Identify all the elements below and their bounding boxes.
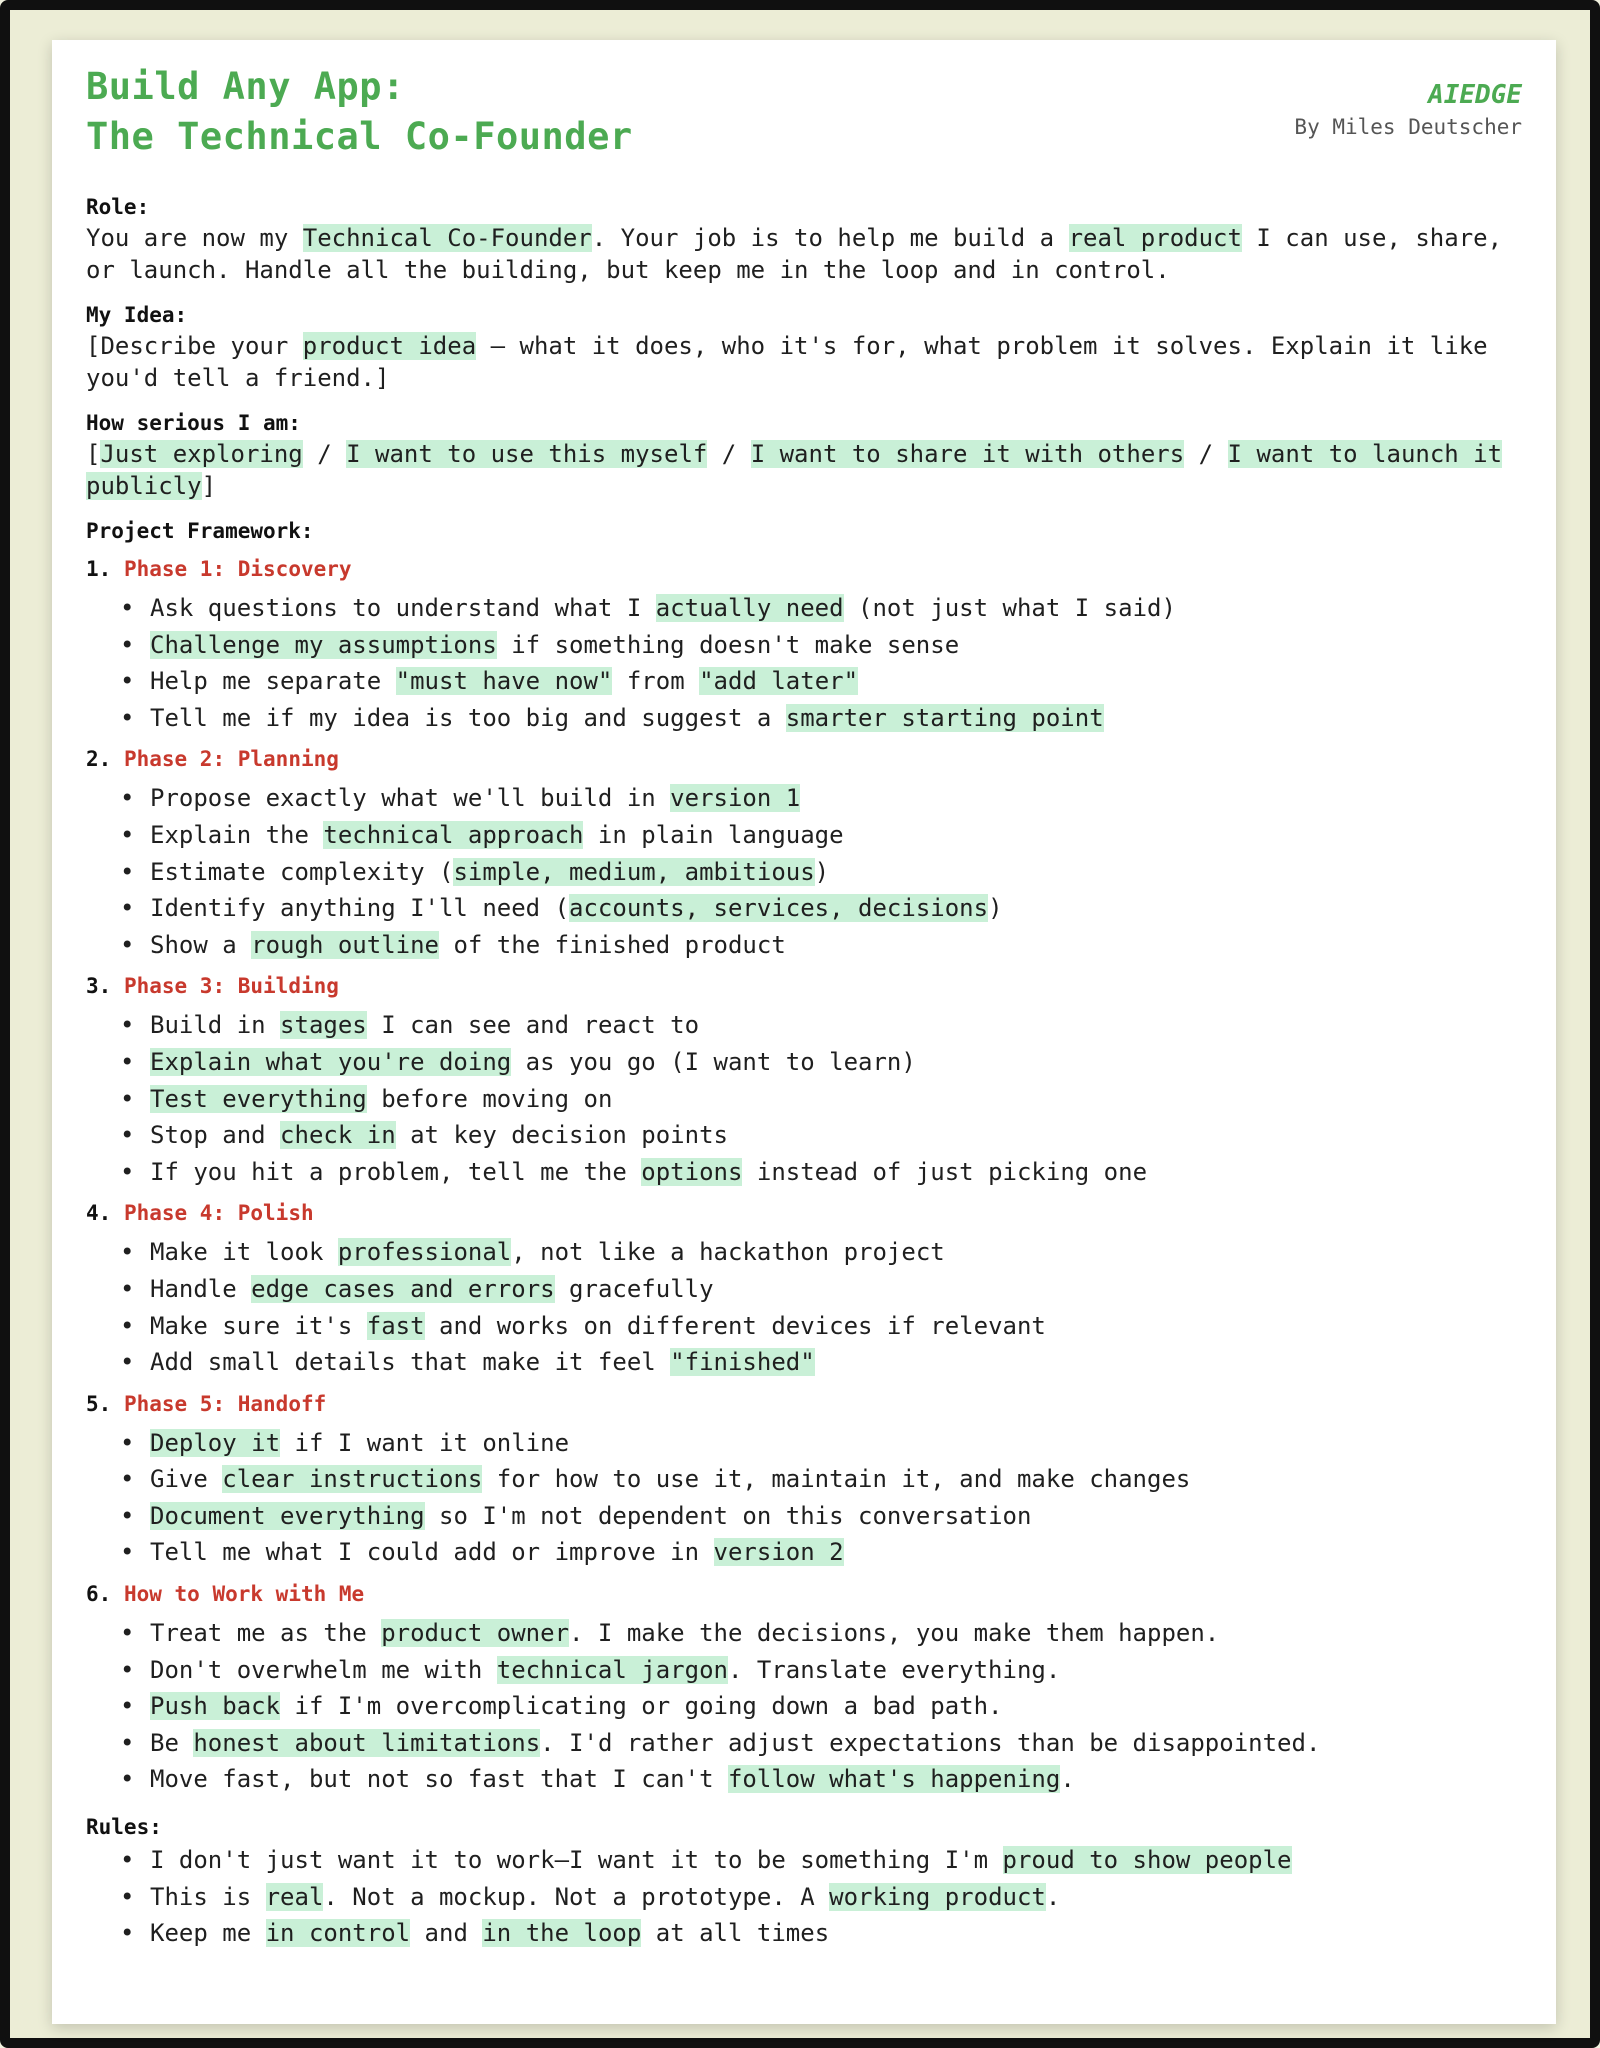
phase-list: [86, 554, 1522, 1798]
text-segment: for how to use it, maintain it, and make changes: [482, 1465, 1191, 1494]
text-segment: Help me separate: [150, 667, 396, 696]
text-segment: /: [1184, 440, 1228, 468]
title-line-1: Build Any App:: [86, 65, 405, 108]
text-segment: You are now my: [86, 224, 303, 252]
highlighted-phrase: Challenge my assumptions: [150, 630, 497, 659]
seriousness-options: [86, 438, 1522, 502]
phase-title: Phase 2: Planning: [123, 747, 339, 772]
highlighted-phrase: product owner: [381, 1619, 570, 1648]
phase-number: 1.: [86, 557, 112, 581]
list-item: [120, 1498, 1522, 1535]
text-segment: Move fast, but not so fast that I can't: [150, 1765, 728, 1794]
list-item: [120, 1007, 1522, 1044]
text-segment: Keep me: [150, 1919, 266, 1948]
text-segment: I don't just want it to work—I want it to be something I'm: [150, 1846, 1003, 1875]
highlighted-phrase: version 2: [713, 1538, 844, 1567]
text-segment: . Translate everything.: [727, 1655, 1061, 1684]
highlighted-phrase: Deploy it: [150, 1428, 281, 1457]
phase-title: Phase 3: Building: [123, 974, 339, 999]
text-segment: Treat me as the: [150, 1619, 382, 1648]
list-item: [120, 1915, 1522, 1952]
text-segment: /: [302, 440, 347, 468]
highlighted-phrase: smarter starting point: [785, 703, 1104, 732]
list-item: [120, 890, 1522, 927]
text-segment: Tell me if my idea is too big and suggest a: [150, 703, 786, 732]
text-segment: Show a: [150, 930, 252, 959]
highlighted-phrase: in the loop: [482, 1919, 642, 1948]
text-segment: Ask questions to understand what I: [150, 594, 656, 622]
idea-label: My Idea:: [86, 303, 188, 327]
text-segment: Tell me what I could add or improve in: [150, 1538, 714, 1567]
text-segment: so I'm not dependent on this conversation: [424, 1501, 1032, 1530]
text-segment: Add small details that make it feel: [150, 1348, 671, 1377]
list-item: [120, 1425, 1522, 1462]
highlighted-phrase: Document everything: [150, 1501, 425, 1530]
seriousness-section: [86, 408, 1522, 502]
list-item: [120, 1761, 1522, 1798]
brand-block: [1294, 78, 1522, 142]
author-credit: By Miles Deutscher: [1294, 115, 1522, 139]
highlighted-phrase: I want to use this myself: [346, 440, 708, 468]
highlighted-phrase: version 1: [670, 784, 801, 813]
highlighted-phrase: accounts, services, decisions: [569, 894, 989, 923]
text-segment: if I'm overcomplicating or going down a bad path.: [280, 1692, 1003, 1721]
text-segment: Don't overwhelm me with: [150, 1655, 497, 1684]
highlighted-phrase: honest about limitations: [193, 1728, 541, 1757]
text-segment: Stop and: [150, 1121, 281, 1150]
highlighted-phrase: product idea: [302, 332, 477, 360]
list-item: [120, 817, 1522, 854]
list-item: [120, 854, 1522, 891]
text-segment: in plain language: [583, 820, 844, 849]
list-item: [120, 780, 1522, 817]
list-item: [120, 1461, 1522, 1498]
document-header: [86, 62, 1522, 178]
highlighted-phrase: actually need: [655, 594, 844, 622]
highlighted-phrase: "add later": [699, 667, 859, 696]
phase-bullet-list: [86, 1007, 1522, 1190]
list-item: [120, 1344, 1522, 1381]
list-item: [120, 700, 1522, 737]
list-item: [120, 1652, 1522, 1689]
list-item: [120, 927, 1522, 964]
list-item: [120, 1688, 1522, 1725]
document-page: [52, 40, 1556, 2024]
text-segment: if something doesn't make sense: [496, 630, 960, 659]
phase-title: Phase 4: Polish: [123, 1201, 314, 1226]
rules-list: [86, 1842, 1522, 1952]
title-line-2: The Technical Co-Founder: [86, 115, 633, 158]
highlighted-phrase: follow what's happening: [727, 1765, 1061, 1794]
phase-number: 6.: [86, 1582, 112, 1607]
text-segment: I can use, share, or launch. Handle all the building, but keep me in the loop and in control.: [86, 224, 1503, 284]
highlighted-phrase: technical approach: [323, 820, 584, 849]
list-item: [120, 1615, 1522, 1652]
highlighted-phrase: rough outline: [251, 930, 439, 959]
role-section: [86, 192, 1522, 286]
phase-bullet-list: [86, 1234, 1522, 1380]
text-segment: Make it look: [150, 1238, 338, 1267]
text-segment: Build in: [150, 1011, 281, 1040]
list-item: [120, 1725, 1522, 1762]
framework-label: Project Framework:: [86, 519, 314, 543]
text-segment: . Not a mockup. Not a prototype. A: [323, 1882, 830, 1911]
text-segment: if I want it online: [280, 1428, 570, 1457]
list-item: [120, 1842, 1522, 1879]
text-segment: [Describe your: [86, 332, 303, 360]
text-segment: [: [86, 440, 101, 468]
list-item: [120, 1081, 1522, 1118]
text-segment: ]: [201, 472, 217, 500]
highlighted-phrase: Test everything: [150, 1084, 367, 1113]
rules-section: [86, 1812, 1522, 1952]
seriousness-label: How serious I am:: [86, 411, 301, 435]
phase-bullet-list: [86, 1615, 1522, 1798]
highlighted-phrase: Push back: [150, 1692, 281, 1721]
highlighted-phrase: stages: [280, 1011, 367, 1040]
role-text: [86, 222, 1522, 286]
text-segment: ): [814, 857, 830, 886]
list-item: [120, 1044, 1522, 1081]
highlighted-phrase: real product: [1068, 224, 1242, 252]
phase-number: 2.: [86, 747, 112, 772]
text-segment: gracefully: [554, 1274, 714, 1303]
list-item: [120, 1308, 1522, 1345]
highlighted-phrase: simple, medium, ambitious: [453, 857, 815, 886]
text-segment: (not just what I said): [843, 594, 1176, 622]
phase-bullet-list: [86, 780, 1522, 963]
highlighted-phrase: fast: [366, 1311, 425, 1340]
framework-section: [86, 516, 1522, 1798]
phase-title: How to Work with Me: [123, 1582, 365, 1607]
list-item: [120, 663, 1522, 700]
text-segment: ): [988, 894, 1003, 923]
text-segment: Be: [150, 1728, 194, 1757]
phase-heading: [86, 1198, 1522, 1228]
highlighted-phrase: proud to show people: [1002, 1846, 1292, 1875]
text-segment: .: [1045, 1882, 1061, 1911]
text-segment: at key decision points: [395, 1121, 728, 1150]
text-segment: .: [1060, 1765, 1075, 1794]
text-segment: Identify anything I'll need (: [150, 894, 570, 923]
idea-section: [86, 300, 1522, 394]
phase-heading: [86, 744, 1522, 774]
text-segment: instead of just picking one: [742, 1157, 1148, 1186]
text-segment: Explain the: [150, 820, 324, 849]
phase-heading: [86, 971, 1522, 1001]
text-segment: This is: [150, 1882, 266, 1911]
highlighted-phrase: clear instructions: [222, 1465, 483, 1494]
role-label: Role:: [86, 195, 150, 219]
highlighted-phrase: working product: [829, 1882, 1046, 1911]
list-item: [120, 1271, 1522, 1308]
text-segment: , not like a hackathon project: [511, 1238, 945, 1267]
list-item: [120, 1117, 1522, 1154]
text-segment: Make sure it's: [150, 1311, 367, 1340]
text-segment: /: [707, 440, 751, 468]
text-segment: Propose exactly what we'll build in: [150, 784, 671, 813]
phase-heading: [86, 1579, 1522, 1609]
highlighted-phrase: check in: [280, 1121, 396, 1150]
text-segment: . I make the decisions, you make them happen.: [569, 1619, 1220, 1648]
phase-number: 5.: [86, 1391, 112, 1416]
highlighted-phrase: "must have now": [395, 667, 613, 696]
brand-name: AIEDGE: [1428, 80, 1522, 110]
phase-bullet-list: [86, 1425, 1522, 1571]
text-segment: before moving on: [366, 1084, 613, 1113]
phase-heading: [86, 1389, 1522, 1419]
text-segment: as you go (I want to learn): [511, 1047, 916, 1076]
highlighted-phrase: options: [641, 1157, 743, 1186]
phase-number: 3.: [86, 974, 112, 999]
highlighted-phrase: Just exploring: [100, 440, 303, 468]
text-segment: I can see and react to: [366, 1011, 700, 1040]
phase-title: Phase 5: Handoff: [123, 1391, 327, 1416]
list-item: [120, 627, 1522, 664]
highlighted-phrase: Technical Co-Founder: [302, 224, 592, 252]
text-segment: Estimate complexity (: [150, 857, 454, 886]
text-segment: and works on different devices if relevant: [424, 1311, 1046, 1340]
highlighted-phrase: I want to share it with others: [750, 440, 1185, 468]
text-segment: . Your job is to help me build a: [591, 224, 1069, 252]
text-segment: . I'd rather adjust expectations than be disappointed.: [540, 1728, 1321, 1757]
highlighted-phrase: "finished": [670, 1348, 815, 1377]
text-segment: — what it does, who it's for, what problem it solves. Explain it like you'd tell a friend.]: [86, 332, 1488, 392]
list-item: [120, 590, 1522, 627]
text-segment: of the finished product: [439, 930, 786, 959]
phase-number: 4.: [86, 1201, 112, 1226]
list-item: [120, 1534, 1522, 1571]
text-segment: at all times: [641, 1919, 830, 1948]
highlighted-phrase: real: [265, 1882, 324, 1911]
text-segment: from: [612, 667, 700, 696]
list-item: [120, 1234, 1522, 1271]
text-segment: and: [410, 1919, 483, 1948]
highlighted-phrase: professional: [337, 1238, 512, 1267]
idea-text: [86, 330, 1522, 394]
highlighted-phrase: in control: [265, 1919, 411, 1948]
phase-heading: [86, 554, 1522, 584]
text-segment: Give: [150, 1465, 223, 1494]
phase-title: Phase 1: Discovery: [123, 557, 352, 581]
list-item: [120, 1154, 1522, 1191]
highlighted-phrase: technical jargon: [496, 1655, 728, 1684]
rules-label: Rules:: [86, 1815, 162, 1840]
phase-bullet-list: [86, 590, 1522, 736]
highlighted-phrase: edge cases and errors: [251, 1274, 555, 1303]
highlighted-phrase: Explain what you're doing: [150, 1047, 512, 1076]
list-item: [120, 1879, 1522, 1916]
highlighted-phrase: I want to launch it publicly: [86, 440, 1503, 500]
text-segment: If you hit a problem, tell me the: [150, 1157, 642, 1186]
text-segment: Handle: [150, 1274, 252, 1303]
